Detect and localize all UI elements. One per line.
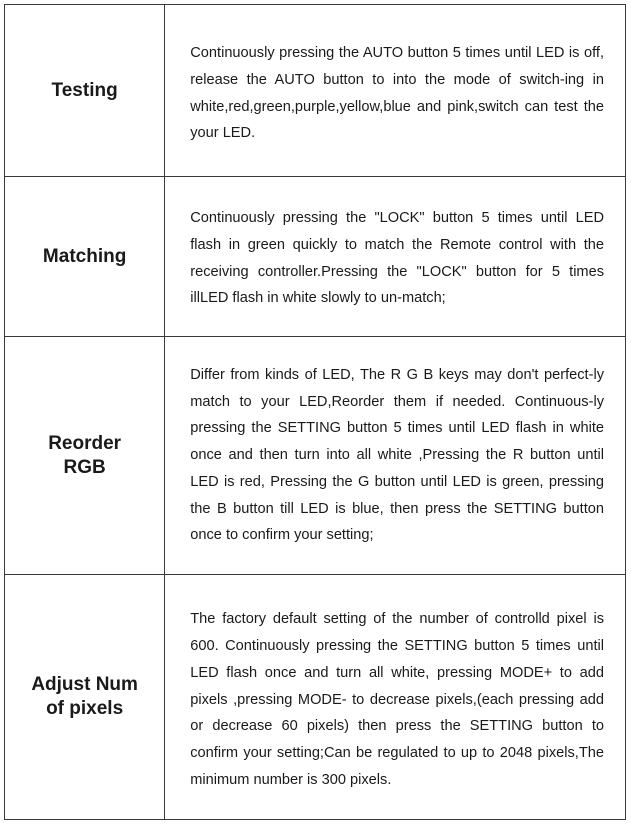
row-description: Continuously pressing the AUTO button 5 times until LED is off, release the AUTO button to into the mode of switch-ing in white,red,green,purple,yellow,blue and pink,switch can test the your LED.: [165, 5, 626, 177]
row-label: Adjust Num of pixels: [5, 575, 165, 820]
row-description: The factory default setting of the number of controlld pixel is 600. Continuously pressing the SETTING button 5 times until LED flash once and turn all white, pressing MODE+ to add pixels ,pressing MODE- to decrease pixels,(each pressing add or decrease 60 pixels) then press the SETTING button to confirm your setting;Can be regulated to up to 2048 pixels,The minimum number is 300 pixels.: [165, 575, 626, 820]
table-row-matching: [5, 177, 626, 337]
row-description: Differ from kinds of LED, The R G B keys may don't perfect-ly match to your LED,Reorder them if needed. Continuous-ly pressing the SETTING button 5 times until LED flash in white once and then turn into all white ,Pressing the R button until LED is red, Pressing the G button until LED is green, pressing the B button till LED is blue, then press the SETTING button once to confirm your setting;: [165, 337, 626, 575]
row-description: Continuously pressing the "LOCK" button 5 times until LED flash in green quickly to match the Remote control with the receiving controller.Pressing the "LOCK" button for 5 times illLED flash in white slowly to un-match;: [165, 177, 626, 337]
table-row-testing: [5, 5, 626, 177]
row-label: Matching: [5, 177, 165, 337]
table-row-adjust-pixels: [5, 575, 626, 820]
instruction-table: [4, 4, 626, 820]
row-label: Reorder RGB: [5, 337, 165, 575]
row-label: Testing: [5, 5, 165, 177]
table-row-reorder-rgb: [5, 337, 626, 575]
